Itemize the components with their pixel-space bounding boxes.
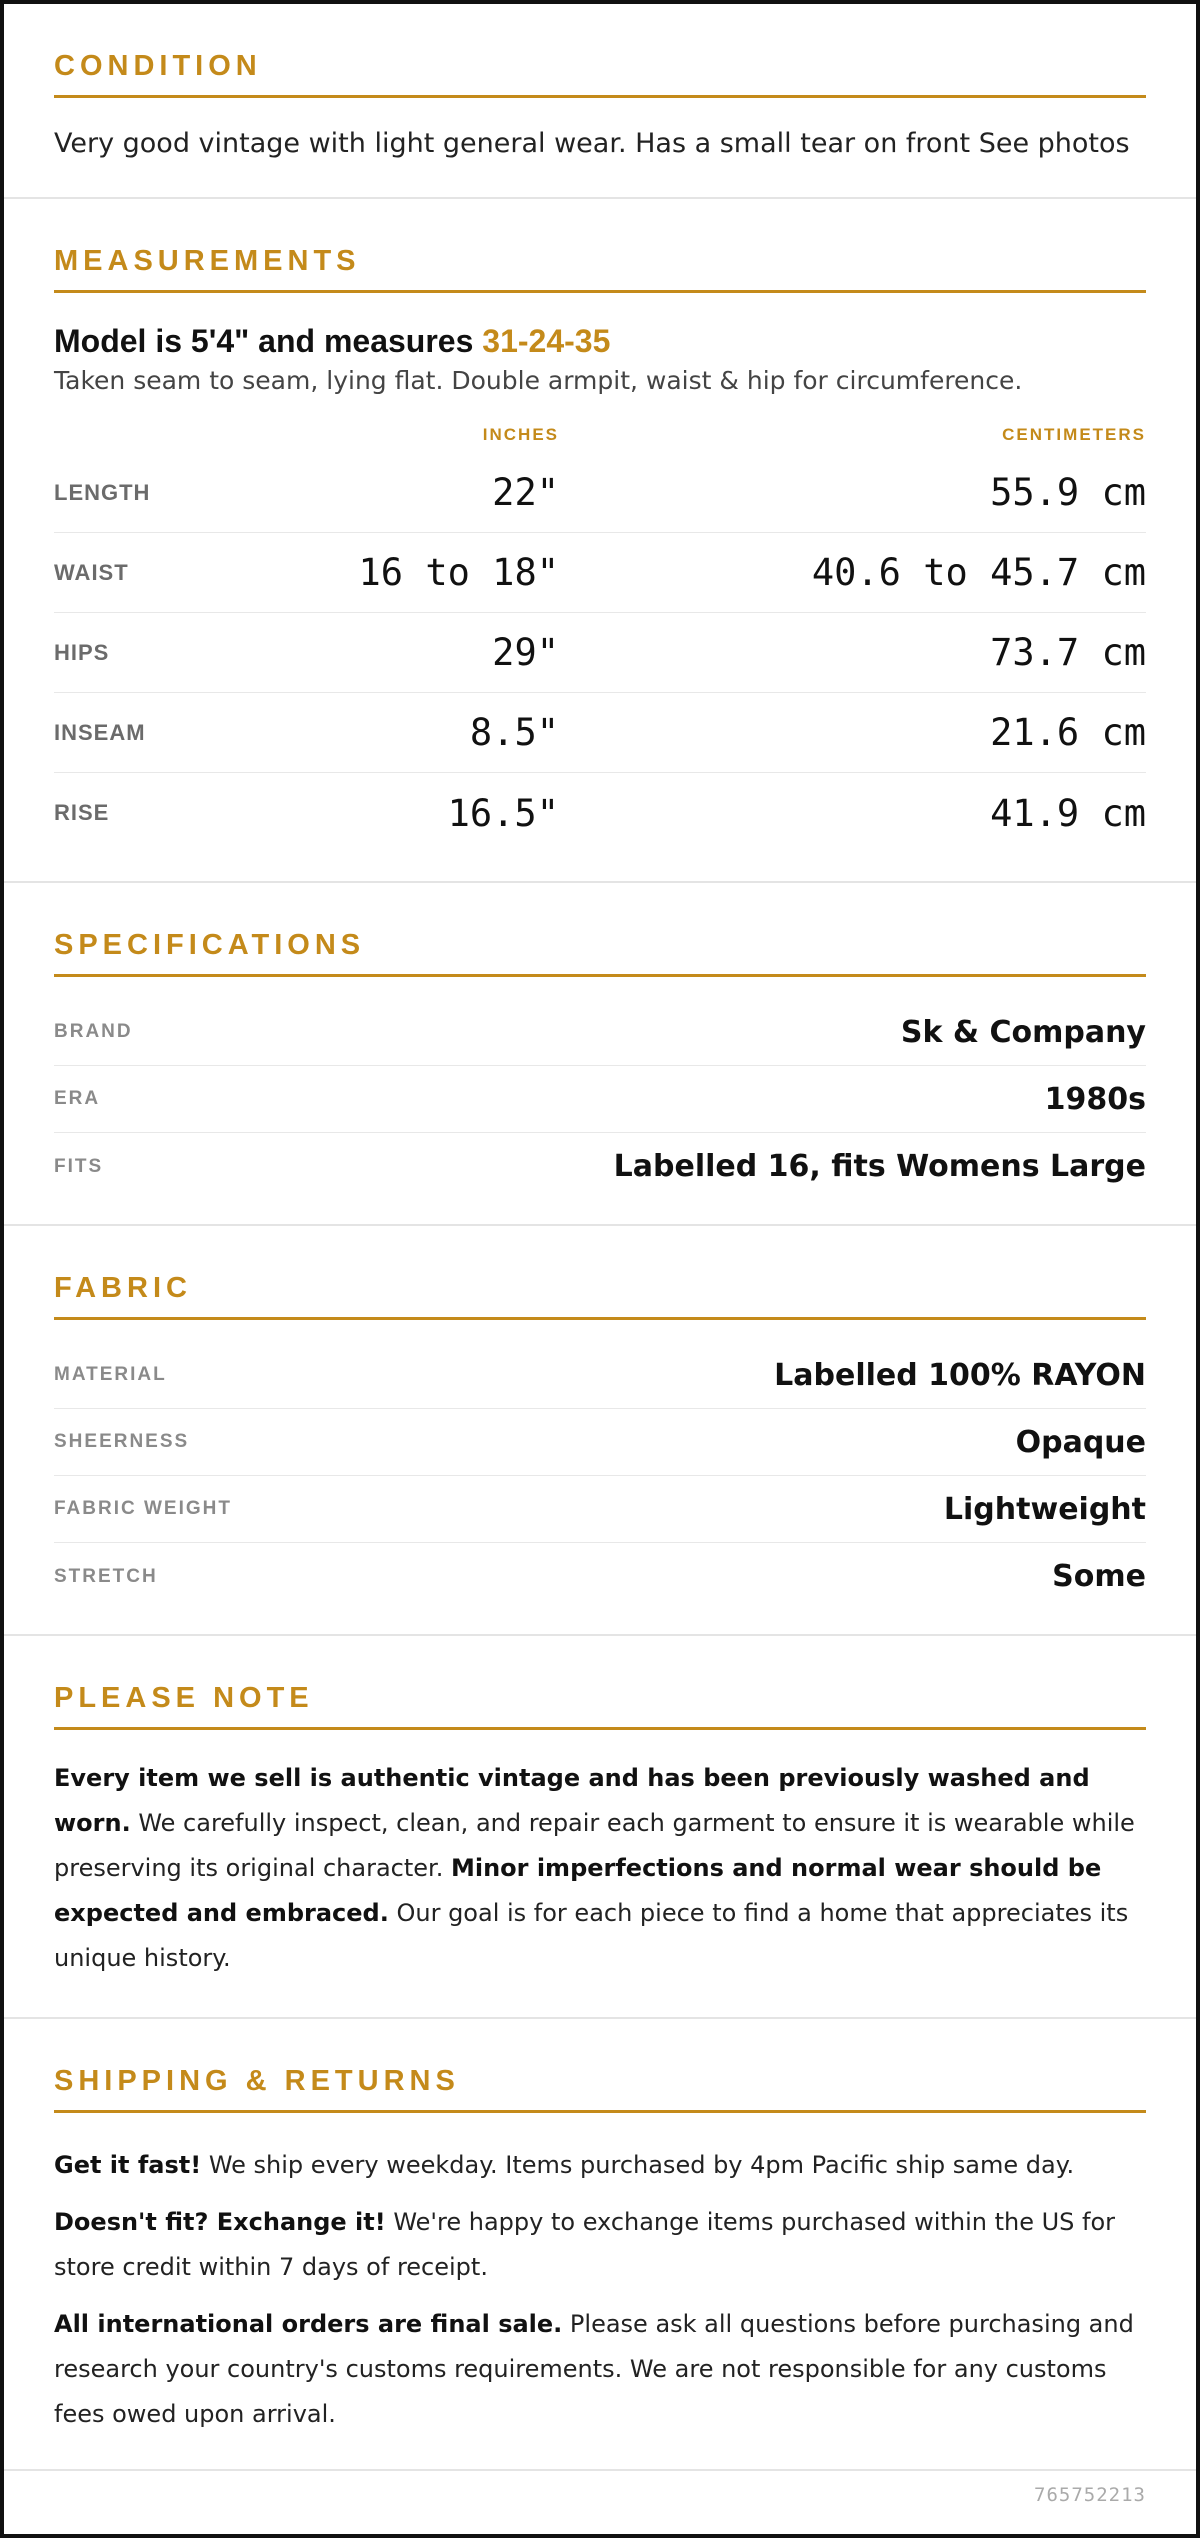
spec-key: FITS <box>54 1155 104 1177</box>
measurement-note: Taken seam to seam, lying flat. Double armpit, waist & hip for circumference. <box>54 366 1023 395</box>
table-row <box>54 533 1146 613</box>
list-item <box>54 1066 1146 1133</box>
table-row <box>54 693 1146 773</box>
table-row <box>54 453 1146 533</box>
fabric-value: Lightweight <box>943 1491 1146 1527</box>
condition-section <box>4 4 1196 199</box>
fabric-list <box>54 1320 1146 1634</box>
column-header-centimeters: CENTIMETERS <box>1002 425 1146 444</box>
condition-heading: CONDITION <box>54 50 1146 98</box>
measurement-label: INSEAM <box>54 719 146 745</box>
measurement-label: WAIST <box>54 559 129 585</box>
measurement-cm: 41.9 cm <box>990 791 1146 835</box>
list-item <box>54 1543 1146 1610</box>
measurement-label: HIPS <box>54 639 110 665</box>
measurement-cm: 73.7 cm <box>990 631 1146 674</box>
table-row <box>54 613 1146 693</box>
spec-key: ERA <box>54 1088 101 1109</box>
shipping-section <box>4 2019 1196 2471</box>
shipping-item <box>54 2200 1146 2290</box>
specifications-section <box>4 883 1196 1226</box>
shipping-item-text: We're happy to exchange items purchased within the US for store credit within 7 days of receipt. <box>54 2208 1116 2281</box>
shipping-item <box>54 2143 1146 2188</box>
shipping-item <box>54 2302 1146 2437</box>
please-note-section <box>4 1636 1196 2019</box>
please-note-text <box>54 1756 1146 1981</box>
table-row <box>54 773 1146 853</box>
shipping-item-text: We ship every weekday. Items purchased by 4pm Pacific ship same day. <box>201 2151 1075 2179</box>
fabric-heading: FABRIC <box>54 1272 1146 1320</box>
spec-value: Sk & Company <box>900 1014 1146 1050</box>
model-measures: 31-24-35 <box>482 323 611 359</box>
fabric-key: SHEERNESS <box>54 1431 190 1452</box>
column-header-inches: INCHES <box>482 425 559 444</box>
measurements-heading: MEASUREMENTS <box>54 245 1146 293</box>
condition-text: Very good vintage with light general wear. Has a small tear on front See photos <box>54 128 1130 159</box>
shipping-item-text: Please ask all questions before purchasing and research your country's customs requirements. We are not responsible for any customs fees owed upon arrival. <box>54 2310 1134 2428</box>
list-item <box>54 999 1146 1066</box>
measurements-table-header <box>54 417 1146 453</box>
fabric-key: FABRIC WEIGHT <box>54 1498 232 1519</box>
list-item <box>54 1409 1146 1476</box>
measurement-cm: 21.6 cm <box>990 711 1146 754</box>
spec-key: BRAND <box>54 1021 133 1042</box>
specifications-list <box>54 977 1146 1224</box>
please-note-heading: PLEASE NOTE <box>54 1682 1146 1730</box>
list-item <box>54 1476 1146 1543</box>
measurement-inches: 8.5" <box>469 711 559 754</box>
product-code: 765752213 <box>1034 2484 1146 2506</box>
note-bold-1: Every item we sell is authentic vintage and has been previously washed and worn. <box>54 1764 1090 1837</box>
measurements-table <box>54 417 1146 853</box>
fabric-value: Opaque <box>1015 1424 1146 1460</box>
model-prefix: Model is 5'4" and measures <box>54 323 483 359</box>
fabric-value: Labelled 100% RAYON <box>774 1357 1146 1393</box>
measurement-cm: 55.9 cm <box>990 471 1146 514</box>
measurement-label: LENGTH <box>54 479 151 505</box>
measurement-label: RISE <box>54 800 110 825</box>
list-item <box>54 1133 1146 1200</box>
measurement-cm: 40.6 to 45.7 cm <box>811 551 1146 594</box>
fabric-section <box>4 1226 1196 1636</box>
spec-value: Labelled 16, fits Womens Large <box>613 1149 1146 1184</box>
measurement-inches: 16 to 18" <box>358 551 559 594</box>
measurement-inches: 16.5" <box>447 791 559 835</box>
specifications-heading: SPECIFICATIONS <box>54 929 1146 977</box>
shipping-heading: SHIPPING & RETURNS <box>54 2065 1146 2113</box>
spec-value: 1980s <box>1044 1081 1146 1117</box>
note-bold-2: Minor imperfections and normal wear should be expected and embraced. <box>54 1854 1102 1927</box>
shipping-item-bold: Doesn't fit? Exchange it! <box>54 2208 386 2236</box>
fabric-value: Some <box>1052 1559 1146 1594</box>
measurements-section <box>4 199 1196 883</box>
shipping-item-bold: Get it fast! <box>54 2151 202 2179</box>
measurement-inches: 29" <box>492 631 559 674</box>
shipping-item-bold: All international orders are final sale. <box>54 2310 563 2338</box>
fabric-key: STRETCH <box>54 1565 158 1587</box>
note-text-1: We carefully inspect, clean, and repair each garment to ensure it is wearable while preserving its original character. <box>54 1809 1135 1882</box>
fabric-key: MATERIAL <box>54 1364 167 1385</box>
note-text-2: Our goal is for each piece to find a home that appreciates its unique history. <box>54 1899 1129 1972</box>
measurement-inches: 22" <box>492 471 559 514</box>
model-info <box>54 323 1146 360</box>
list-item <box>54 1342 1146 1409</box>
